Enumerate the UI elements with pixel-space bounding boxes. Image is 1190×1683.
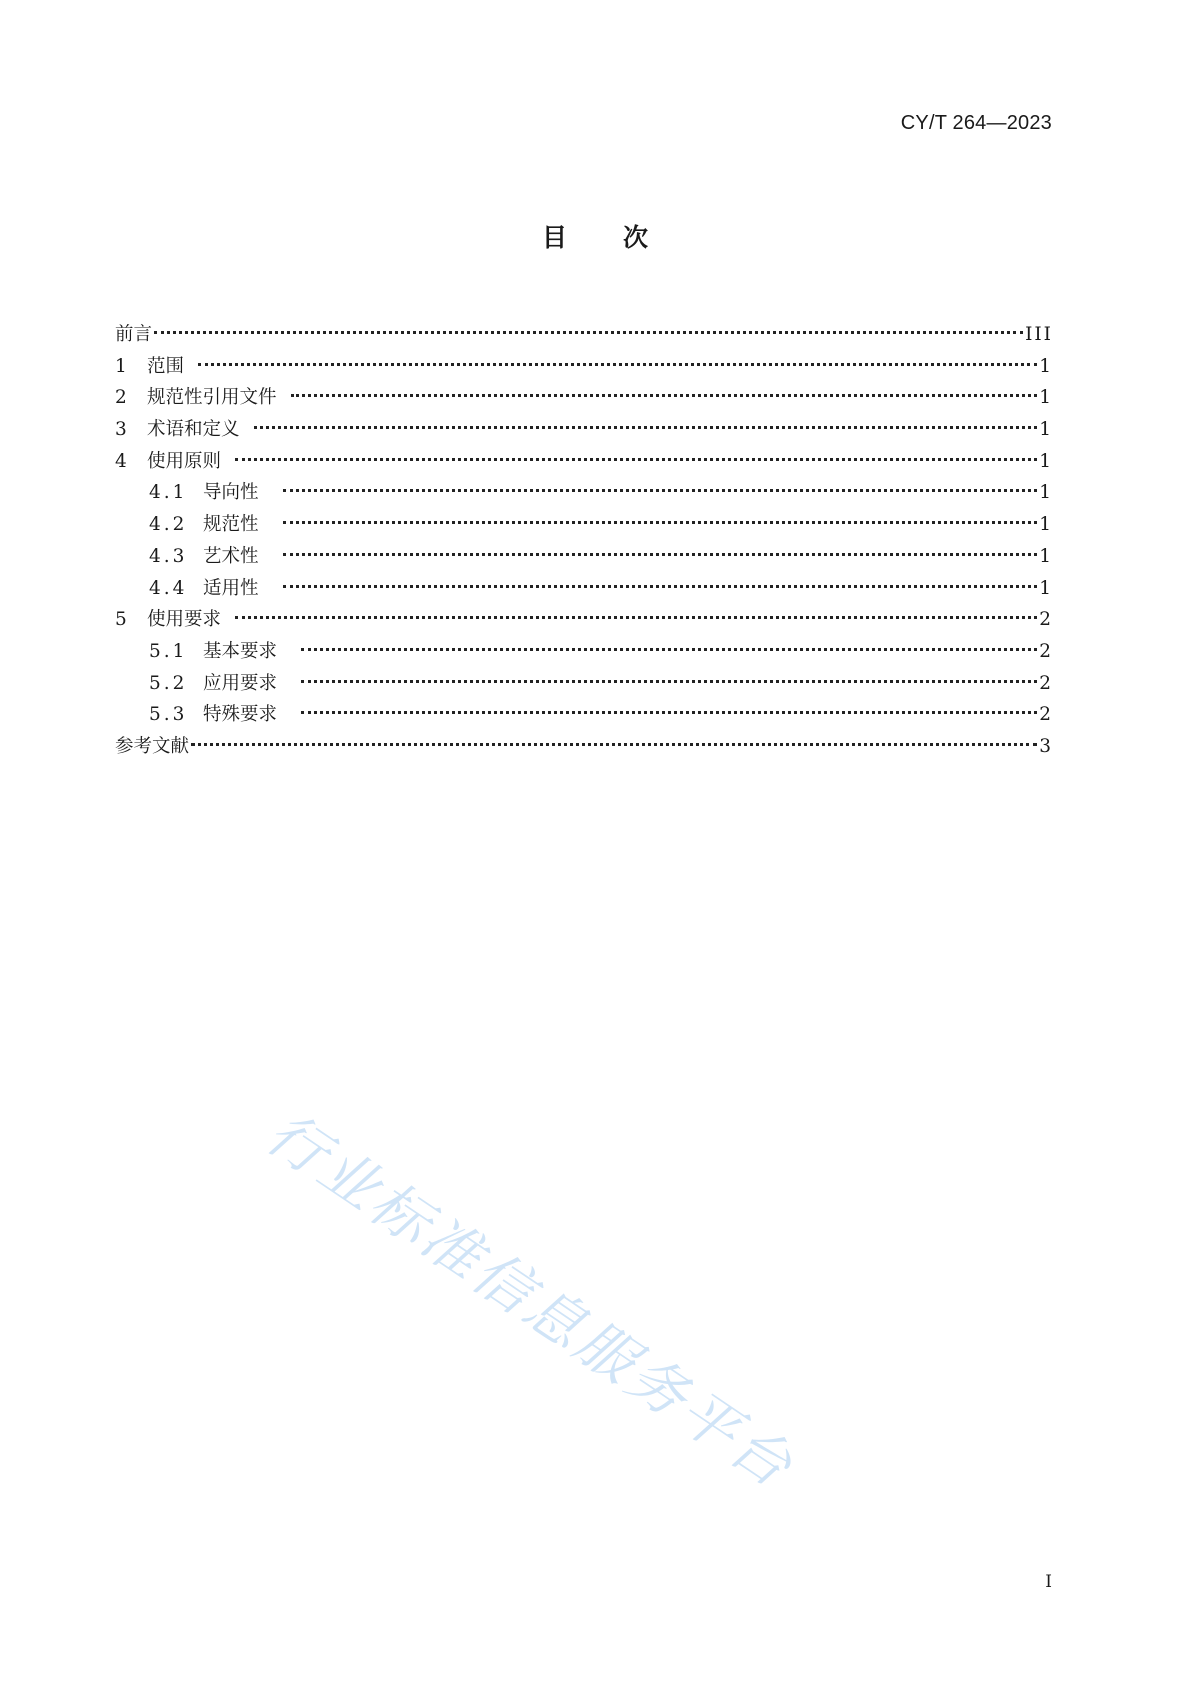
toc-entry-page: 1 xyxy=(1039,355,1053,377)
toc-entry-number: 4.1 xyxy=(149,482,188,504)
toc-leader xyxy=(291,394,1038,397)
toc-entry-label: 范围 xyxy=(147,355,185,377)
toc-entry-label: 参考文献 xyxy=(115,735,190,757)
toc-leader xyxy=(283,585,1038,588)
toc-leader xyxy=(283,553,1038,556)
toc-leader xyxy=(283,521,1038,524)
toc-entry-label: 导向性 xyxy=(203,482,259,504)
toc-subentry[interactable] xyxy=(115,637,1053,669)
toc-leader xyxy=(254,426,1038,429)
toc-entry-number: 5.1 xyxy=(149,640,188,662)
toc-subentry[interactable] xyxy=(115,510,1053,542)
toc-entry-label: 规范性引用文件 xyxy=(147,387,277,409)
toc-leader xyxy=(301,648,1037,651)
toc-entry-page: 2 xyxy=(1039,704,1053,726)
toc-entry-number: 4 xyxy=(115,450,129,472)
toc-entry-page: 2 xyxy=(1039,672,1053,694)
standard-code: CY/T 264—2023 xyxy=(900,112,1052,134)
toc-entry[interactable] xyxy=(115,383,1053,415)
toc-entry[interactable] xyxy=(115,320,1053,352)
toc-subentry[interactable] xyxy=(115,669,1053,701)
toc-subentry[interactable] xyxy=(115,478,1053,510)
toc-entry-label: 特殊要求 xyxy=(203,704,278,726)
toc-entry[interactable] xyxy=(115,447,1053,479)
toc-entry-label: 术语和定义 xyxy=(147,419,240,441)
toc-entry-number: 3 xyxy=(115,419,129,441)
page-number: I xyxy=(1045,1572,1052,1592)
toc-entry-label: 规范性 xyxy=(203,514,259,536)
toc-entry-number: 5.3 xyxy=(149,704,188,726)
toc-entry-label: 适用性 xyxy=(203,577,259,599)
toc-entry-page: 1 xyxy=(1039,419,1053,441)
toc-leader xyxy=(235,458,1037,461)
toc-leader xyxy=(154,331,1023,334)
toc-subentry[interactable] xyxy=(115,700,1053,732)
toc-entry-number: 2 xyxy=(115,387,129,409)
toc-entry-page: 2 xyxy=(1039,640,1053,662)
toc-leader xyxy=(283,489,1038,492)
toc-entry-label: 前言 xyxy=(115,324,153,345)
toc-entry-page: 1 xyxy=(1039,450,1053,472)
page-title-char-1: 目 xyxy=(541,223,567,252)
toc-entry-page: 1 xyxy=(1039,577,1053,599)
table-of-contents xyxy=(115,320,1053,764)
toc-subentry[interactable] xyxy=(115,574,1053,606)
toc-entry-page: 3 xyxy=(1039,735,1053,757)
toc-leader xyxy=(301,680,1037,683)
toc-entry-label: 使用要求 xyxy=(147,609,222,631)
toc-entry-number: 5.2 xyxy=(149,672,188,694)
page-title-char-2: 次 xyxy=(623,223,649,252)
toc-entry[interactable] xyxy=(115,352,1053,384)
toc-entry-page: 1 xyxy=(1039,387,1053,409)
toc-entry-page: 1 xyxy=(1039,514,1053,536)
toc-entry-number: 4.3 xyxy=(149,545,188,567)
toc-entry-page: III xyxy=(1025,324,1053,345)
toc-entry[interactable] xyxy=(115,415,1053,447)
toc-entry-label: 使用原则 xyxy=(147,450,222,472)
toc-leader xyxy=(198,363,1037,366)
toc-leader xyxy=(191,743,1037,746)
toc-subentry[interactable] xyxy=(115,542,1053,574)
toc-entry[interactable] xyxy=(115,732,1053,764)
toc-entry-number: 1 xyxy=(115,355,129,377)
toc-entry-label: 基本要求 xyxy=(203,640,278,662)
toc-entry-label: 艺术性 xyxy=(203,545,259,567)
page-title xyxy=(0,218,1190,254)
toc-entry-label: 应用要求 xyxy=(203,672,278,694)
watermark: 行业标准信息服务平台 xyxy=(254,1098,807,1502)
toc-entry-number: 5 xyxy=(115,609,129,631)
toc-leader xyxy=(235,616,1037,619)
toc-entry-page: 1 xyxy=(1039,545,1053,567)
toc-entry-number: 4.2 xyxy=(149,514,188,536)
toc-entry-page: 2 xyxy=(1039,609,1053,631)
toc-entry-number: 4.4 xyxy=(149,577,188,599)
toc-entry-page: 1 xyxy=(1039,482,1053,504)
toc-entry[interactable] xyxy=(115,605,1053,637)
toc-leader xyxy=(301,711,1037,714)
